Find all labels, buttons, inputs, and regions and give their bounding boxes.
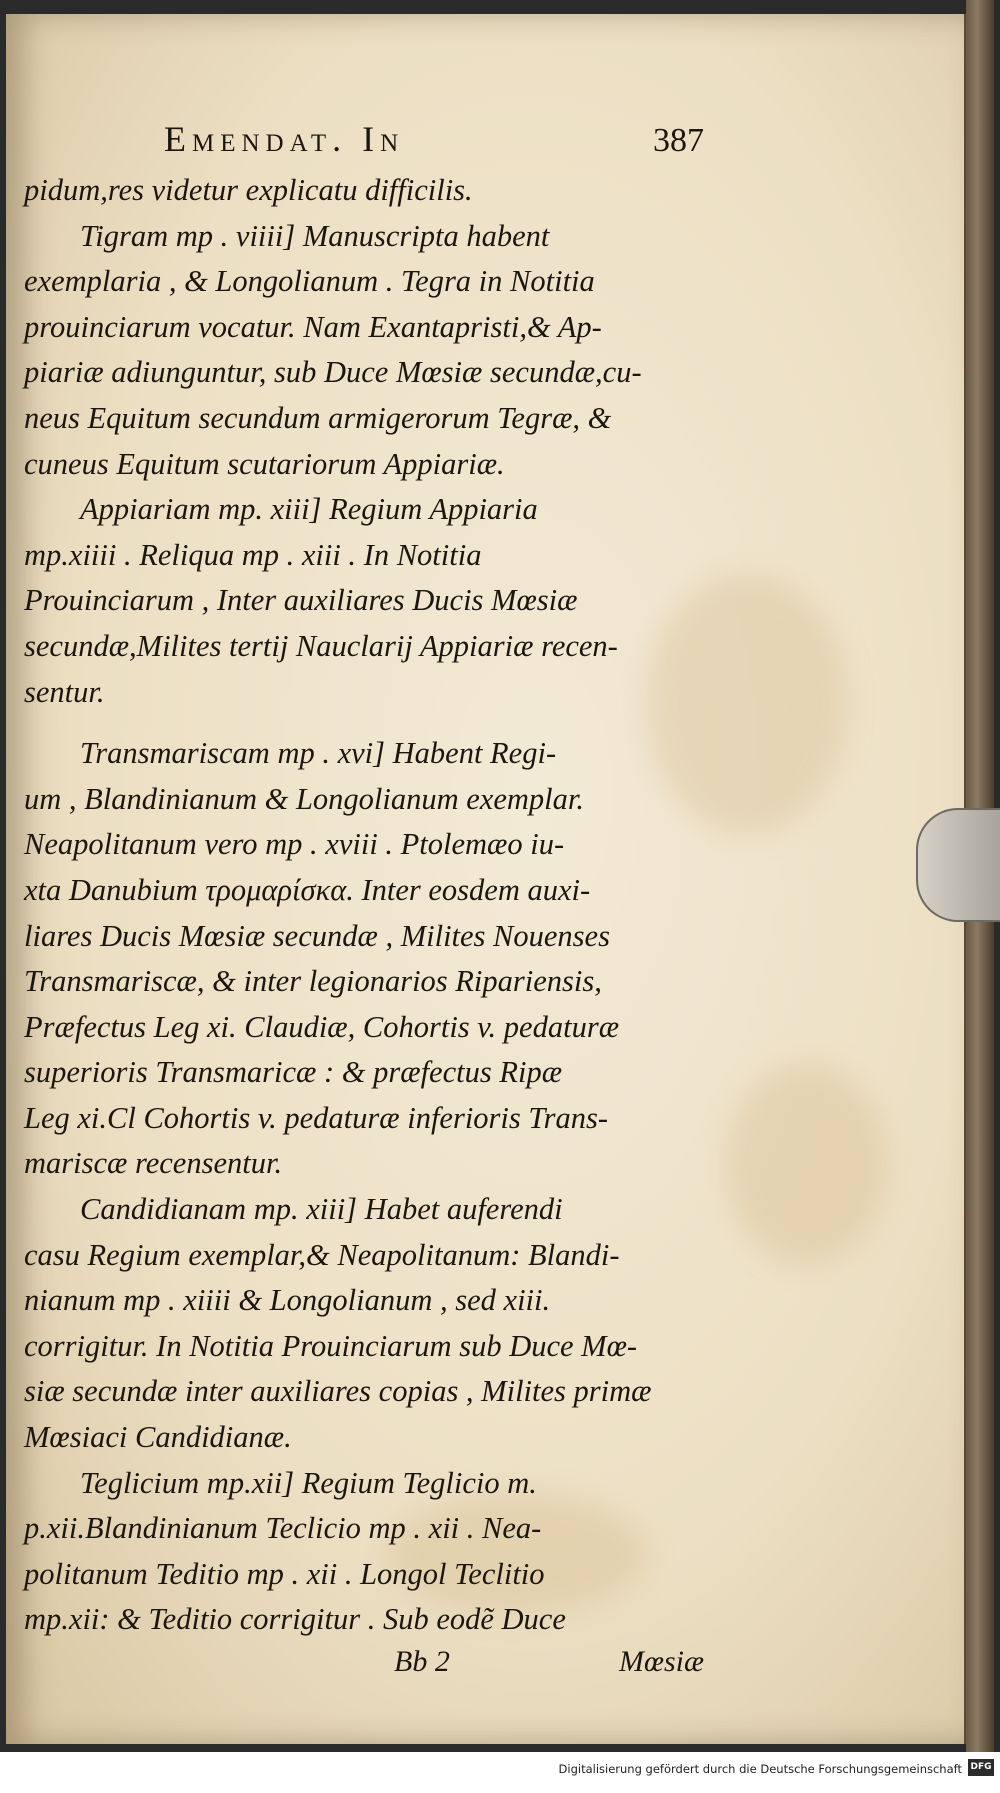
text-line: siæ secundæ inter auxiliares copias , Milites primæ — [24, 1374, 652, 1409]
text-line: neus Equitum secundum armigerorum Tegræ, & — [24, 400, 612, 435]
text-line: prouinciarum vocatur. Nam Exantapristi,& Ap- — [24, 309, 602, 344]
text-line: mp.xiiii . Reliqua mp . xiii . In Notitia — [24, 537, 482, 572]
text-line: Neapolitanum vero mp . xviii . Ptolemæo iu- — [24, 827, 565, 862]
text-line: liares Ducis Mœsiæ secundæ , Milites Nouenses — [24, 918, 610, 953]
page-number: 387 — [653, 122, 704, 159]
text-line: Leg xi.Cl Cohortis v. pedaturæ inferioris Trans- — [24, 1100, 609, 1135]
text-line: Appiariam mp. xiii] Regium Appiaria — [80, 492, 538, 527]
text-line: xta Danubium τρομαρίσκα. Inter eosdem auxi- — [24, 872, 591, 907]
signature-mark: Bb 2 — [394, 1645, 450, 1678]
dfg-logo: DFG — [968, 1759, 994, 1776]
text-line: p.xii.Blandinianum Teclicio mp . xii . Nea- — [24, 1511, 542, 1546]
credit-bar — [0, 1752, 1000, 1793]
page-footer — [24, 1645, 704, 1679]
text-line: mp.xii: & Teditio corrigitur . Sub eodẽ Duce — [24, 1602, 566, 1637]
book-clip — [916, 808, 1000, 922]
text-line: superioris Transmaricæ : & præfectus Ripæ — [24, 1055, 563, 1090]
text-line: exemplaria , & Longolianum . Tegra in Notitia — [24, 264, 595, 299]
text-line: cuneus Equitum scutariorum Appiariæ. — [24, 446, 505, 481]
text-line: Tigram mp . viiii] Manuscripta habent — [80, 218, 550, 253]
text-line: Candidianam mp. xiii] Habet auferendi — [80, 1192, 563, 1227]
text-line: secundæ,Milites tertij Nauclarij Appiariæ recen- — [24, 628, 618, 663]
text-line: pidum,res videtur explicatu difficilis. — [24, 173, 473, 207]
text-line: Prouinciarum , Inter auxiliares Ducis Mœsiæ — [24, 583, 578, 618]
text-line: mariscæ recensentur. — [24, 1146, 283, 1181]
text-line: piariæ adiunguntur, sub Duce Mœsiæ secundæ,cu- — [24, 355, 642, 390]
catchword: Mœsiæ — [618, 1645, 704, 1678]
text-line: sentur. — [24, 674, 105, 709]
text-line: Mœsiaci Candidianæ. — [24, 1420, 292, 1455]
text-line: corrigitur. In Notitia Prouinciarum sub Duce Mœ- — [24, 1328, 638, 1363]
text-line: politanum Teditio mp . xii . Longol Teclitio — [24, 1556, 545, 1591]
funding-credit: Digitalisierung gefördert durch die Deutsche Forschungsgemeinschaft — [558, 1762, 962, 1776]
page-text — [24, 118, 704, 1679]
page-header — [24, 118, 704, 162]
running-head: Emendat. In — [164, 119, 405, 159]
paper-stain — [726, 1064, 886, 1264]
text-line: Transmariscæ, & inter legionarios Ripariensis, — [24, 964, 602, 999]
text-line: Præfectus Leg xi. Claudiæ, Cohortis v. pedaturæ — [24, 1009, 620, 1044]
text-line: Transmariscam mp . xvi] Habent Regi- — [80, 736, 557, 771]
text-line: Teglicium mp.xii] Regium Teglicio m. — [80, 1465, 537, 1500]
text-line: casu Regium exemplar,& Neapolitanum: Blandi- — [24, 1237, 620, 1272]
text-line: nianum mp . xiiii & Longolianum , sed xiii. — [24, 1283, 551, 1318]
text-line: um , Blandinianum & Longolianum exemplar. — [24, 781, 584, 816]
